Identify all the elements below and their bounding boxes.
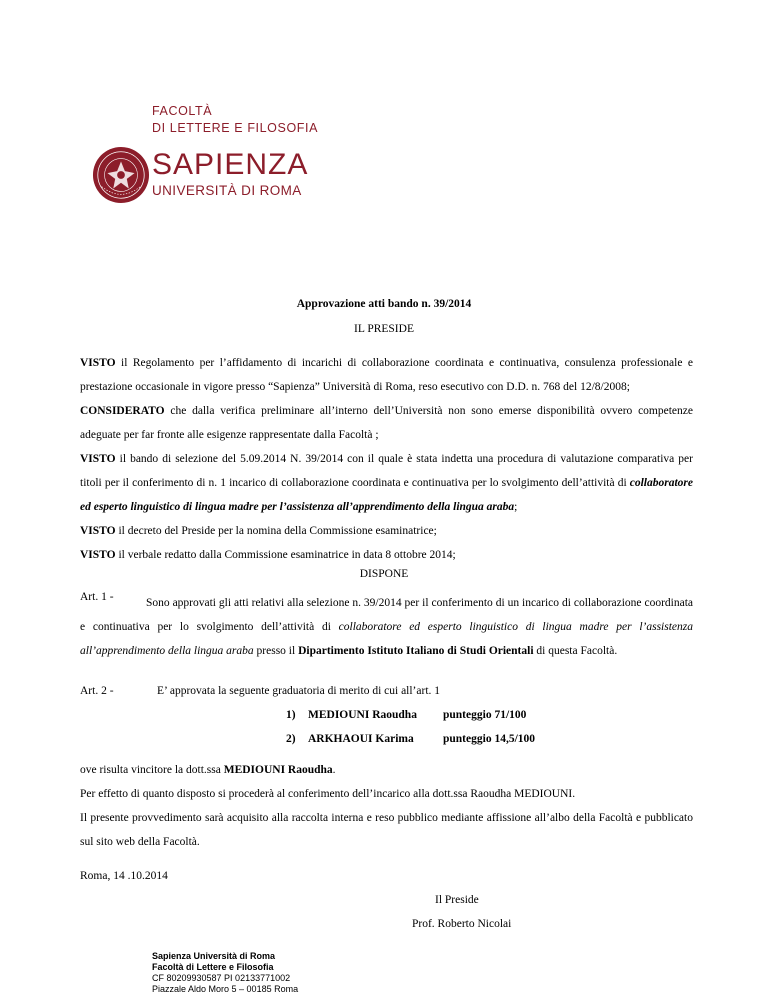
paragraph-text: il bando di selezione del 5.09.2014 N. 39/2014 con il quale è stata indetta una procedura di valutazione comparativa per titoli per il conferimento di n. 1 incarico di collaborazione coordinata e continuativa per lo svolgimento dell’attività di xyxy=(80,453,693,490)
paragraph-text: ove risulta vincitore la dott.ssa xyxy=(80,764,224,776)
place-and-date: Roma, 14 .10.2014 xyxy=(80,870,168,882)
department-name: Istituto Italiano di Studi Orientali xyxy=(367,645,534,658)
ranking-score-2: punteggio 14,5/100 xyxy=(443,733,536,745)
paragraph-visto-verbale xyxy=(80,543,693,567)
paragraph-text: il Regolamento per l’affidamento di incarichi di collaborazione coordinata e continuativa, consulenza professionale e prestazione occasionale in vigore presso “Sapienza” Università di Roma, reso esecutivo con D.D. n. 768 del 12/8/2008; xyxy=(80,357,693,394)
candidate-name: ARKHAOUI Karima xyxy=(308,733,414,745)
paragraph-visto-bando xyxy=(80,447,693,520)
ranking-number: 1) xyxy=(286,709,296,721)
paragraph-text: il decreto del Preside per la nomina della Commissione esaminatrice; xyxy=(115,525,437,537)
paragraph-text: che dalla verifica preliminare all’interno dell’Università non sono emerse disponibilità ovvero competenze adeguate per far fronte alle esigenze rappresentate dalla Facoltà ; xyxy=(80,405,693,442)
article-1-text-part: Sono approvati gli atti relativi alla selezione n. 39/2014 per il conferimento di un incarico di collaborazione coordinata e continuativa per lo svolgimento dell’attività di xyxy=(80,597,693,634)
university-brand-name: SAPIENZA xyxy=(152,148,309,181)
article-2-text: E’ approvata la seguente graduatoria di merito di cui all’art. 1 xyxy=(157,685,441,697)
dispone-heading: DISPONE xyxy=(359,568,409,580)
faculty-name-line-1: FACOLTÀ xyxy=(152,104,213,118)
university-brand-subtitle: UNIVERSITÀ DI ROMA xyxy=(152,183,302,198)
paragraph-vincitore xyxy=(80,758,693,782)
winner-name: MEDIOUNI Raoudha xyxy=(223,764,333,776)
department-keyword: Dipartimento xyxy=(298,645,365,658)
faculty-name-line-2: DI LETTERE E FILOSOFIA xyxy=(152,121,319,135)
paragraph-considerato xyxy=(80,399,693,447)
paragraph-text-end: . xyxy=(332,764,336,776)
ranking-entry-1 xyxy=(286,709,417,721)
issuer-role: IL PRESIDE xyxy=(354,323,414,335)
keyword-visto: VISTO xyxy=(80,453,116,465)
paragraph-visto-regolamento xyxy=(80,351,693,399)
paragraph-visto-decreto xyxy=(80,519,693,543)
keyword-visto: VISTO xyxy=(80,525,116,537)
ranking-number: 2) xyxy=(286,733,296,745)
paragraph-effetto: Per effetto di quanto disposto si procederà al conferimento dell’incarico alla dott.ssa Raoudha MEDIOUNI. xyxy=(80,788,576,800)
article-1-text-part: presso il xyxy=(253,645,299,658)
keyword-visto: VISTO xyxy=(80,549,116,561)
article-2-label: Art. 2 - xyxy=(80,685,114,697)
signature-name: Prof. Roberto Nicolai xyxy=(412,918,512,930)
ranking-score-1: punteggio 71/100 xyxy=(443,709,527,721)
document-title: Approvazione atti bando n. 39/2014 xyxy=(296,298,472,310)
signature-role: Il Preside xyxy=(435,894,479,906)
article-1-text-part: di questa Facoltà. xyxy=(533,645,618,658)
article-1-text xyxy=(80,591,693,664)
position-title: collaboratore ed esperto linguistico di lingua madre per l’assistenza all’apprendimento della lingua araba xyxy=(80,477,693,514)
candidate-name: MEDIOUNI Raoudha xyxy=(308,709,417,721)
ranking-entry-2 xyxy=(286,733,414,745)
paragraph-presente: Il presente provvedimento sarà acquisito alla raccolta interna e reso pubblico mediante affissione all’albo della Facoltà e pubblicato sul sito web della Facoltà. xyxy=(80,812,693,849)
position-title: collaboratore ed esperto linguistico di lingua madre per l’assistenza all’apprendimento della lingua araba xyxy=(80,621,694,658)
footer-tax-codes: CF 80209930587 PI 02133771002 xyxy=(152,973,291,983)
footer-university: Sapienza Università di Roma xyxy=(152,951,276,961)
footer-faculty: Facoltà di Lettere e Filosofia xyxy=(152,962,274,972)
article-1-label: Art. 1 - xyxy=(80,591,114,603)
keyword-visto: VISTO xyxy=(80,357,116,369)
sapienza-seal-logo xyxy=(92,146,150,204)
footer-address: Piazzale Aldo Moro 5 – 00185 Roma xyxy=(152,984,299,994)
paragraph-text-end: ; xyxy=(514,501,518,514)
paragraph-text: il verbale redatto dalla Commissione esaminatrice in data 8 ottobre 2014; xyxy=(115,549,456,561)
keyword-considerato: CONSIDERATO xyxy=(80,405,165,417)
